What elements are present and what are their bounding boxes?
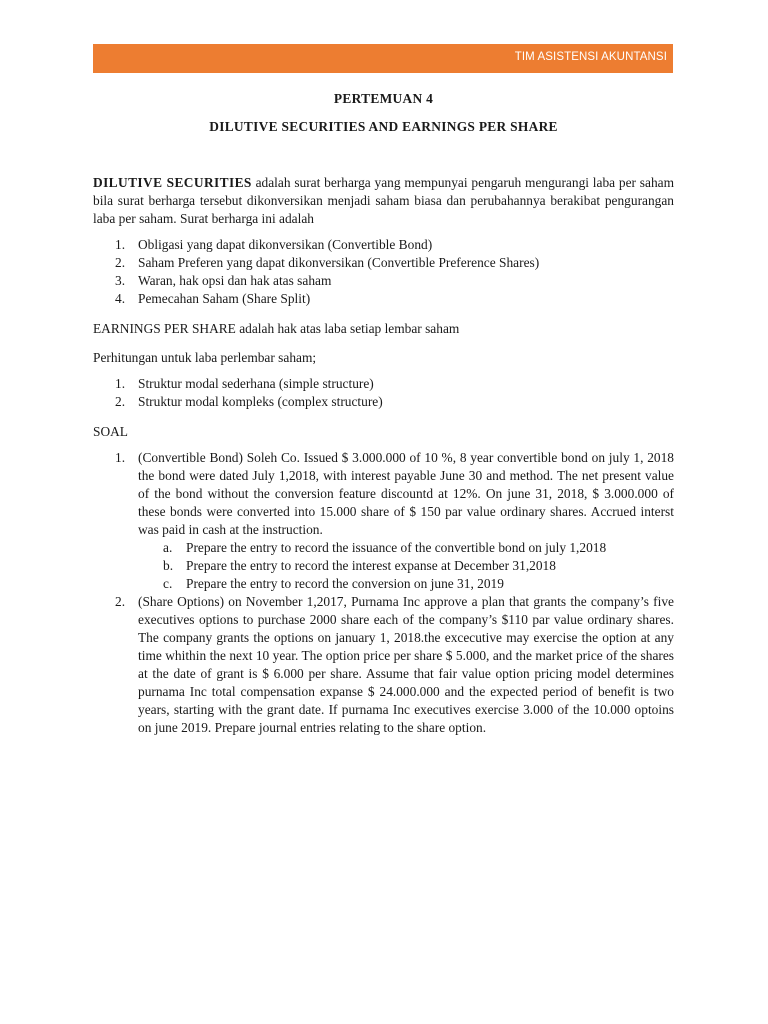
list-item: 3. Waran, hak opsi dan hak atas saham: [115, 273, 332, 288]
securities-list: [93, 236, 674, 308]
list-item: 1. Obligasi yang dapat dikonversikan (Convertible Bond): [115, 237, 433, 252]
calc-intro: Perhitungan untuk laba perlembar saham;: [93, 350, 317, 365]
problem-item: 2. (Share Options) on November 1,2017, Purnama Inc approve a plan that grants the company’s five executives options to purchase 2000 share each of the company’s $110 par value ordinary shares. The company grants the options on january 1, 2018.the excecutive may exercise the option at any time whithin the next 10 year. The option price per share $ 5.000, and the market price of the shares at the date of grant is $ 6.000 per share. Assume that fair value option pricing model determines purnama Inc total compensation expanse $ 24.000.000 and the expected period of benefit is two years, starting with the grant date. If purnama Inc executives exercise 3.000 of the 10.000 optoins on june 2019. Prepare journal entries relating to the share option.: [115, 594, 674, 735]
document-body: [93, 90, 674, 737]
problems-list: [93, 449, 674, 737]
eps-definition: EARNINGS PER SHARE adalah hak atas laba setiap lembar saham: [93, 321, 460, 336]
problem-item: 1. (Convertible Bond) Soleh Co. Issued $ 3.000.000 of 10 %, 8 year convertible bond on july 1, 2018 the bond were dated July 1,2018, with interest payable June 30 and method. The net present value of the bond without the conversion feature discountd at 12%. On june 31, 2018, $ 3.000.000 of these bonds were converted into 15.000 share of $ 150 par value ordinary shares. Accrued interst was paid in cash at the instruction. a. Prepare the entry to record the issuance of the convertible bond on july 1,2018 b. Prepare the entry to record the interest expanse at December 31,2018 c. Prepare the entry to record the conversion on june 31, 2019: [115, 450, 674, 591]
problem-text: (Convertible Bond) Soleh Co. Issued $ 3.000.000 of 10 %, 8 year convertible bond on july 1, 2018 the bond were dated July 1,2018, with interest payable June 30 and method. The net present value of the bond without the conversion feature discountd at 12%. On june 31, 2018, $ 3.000.000 of these bonds were converted into 15.000 share of $ 150 par value ordinary shares. Accrued interst was paid in cash at the instruction.: [138, 450, 674, 537]
list-item: 1. Struktur modal sederhana (simple structure): [115, 376, 374, 391]
header-label: TIM ASISTENSI AKUNTANSI: [514, 51, 667, 63]
intro-text: adalah surat berharga yang mempunyai pengaruh mengurangi laba per saham bila surat berharga tersebut dikonversikan menjadi saham biasa dan perubahannya berakibat pengurangan laba per saham. Surat berharga ini adalah: [93, 175, 675, 226]
intro-paragraph: [93, 174, 674, 228]
intro-lead: DILUTIVE SECURITIES: [93, 175, 252, 190]
list-item: a. Prepare the entry to record the issuance of the convertible bond on july 1,2018: [163, 540, 607, 555]
soal-heading: SOAL: [93, 424, 128, 439]
list-item: b. Prepare the entry to record the interest expanse at December 31,2018: [163, 558, 556, 573]
list-item: c. Prepare the entry to record the conversion on june 31, 2019: [163, 576, 504, 591]
header-bar: [93, 44, 673, 73]
page-subtitle: DILUTIVE SECURITIES AND EARNINGS PER SHARE: [209, 119, 558, 134]
problem-text: (Share Options) on November 1,2017, Purnama Inc approve a plan that grants the company’s five executives options to purchase 2000 share each of the company’s $110 par value ordinary shares. The company grants the options on january 1, 2018.the excecutive may exercise the option at any time whithin the next 10 year. The option price per share $ 5.000, and the market price of the shares at the date of grant is $ 6.000 per share. Assume that fair value option pricing model determines purnama Inc total compensation expanse $ 24.000.000 and the expected period of benefit is two years, starting with the grant date. If purnama Inc executives exercise 3.000 of the 10.000 optoins on june 2019. Prepare journal entries relating to the share option.: [138, 594, 674, 735]
list-item: 2. Saham Preferen yang dapat dikonversikan (Convertible Preference Shares): [115, 255, 540, 270]
list-item: 2. Struktur modal kompleks (complex structure): [115, 394, 383, 409]
structures-list: [93, 375, 674, 411]
list-item: 4. Pemecahan Saham (Share Split): [115, 291, 311, 306]
page-title: PERTEMUAN 4: [333, 91, 434, 106]
subitems-list: [138, 539, 674, 593]
